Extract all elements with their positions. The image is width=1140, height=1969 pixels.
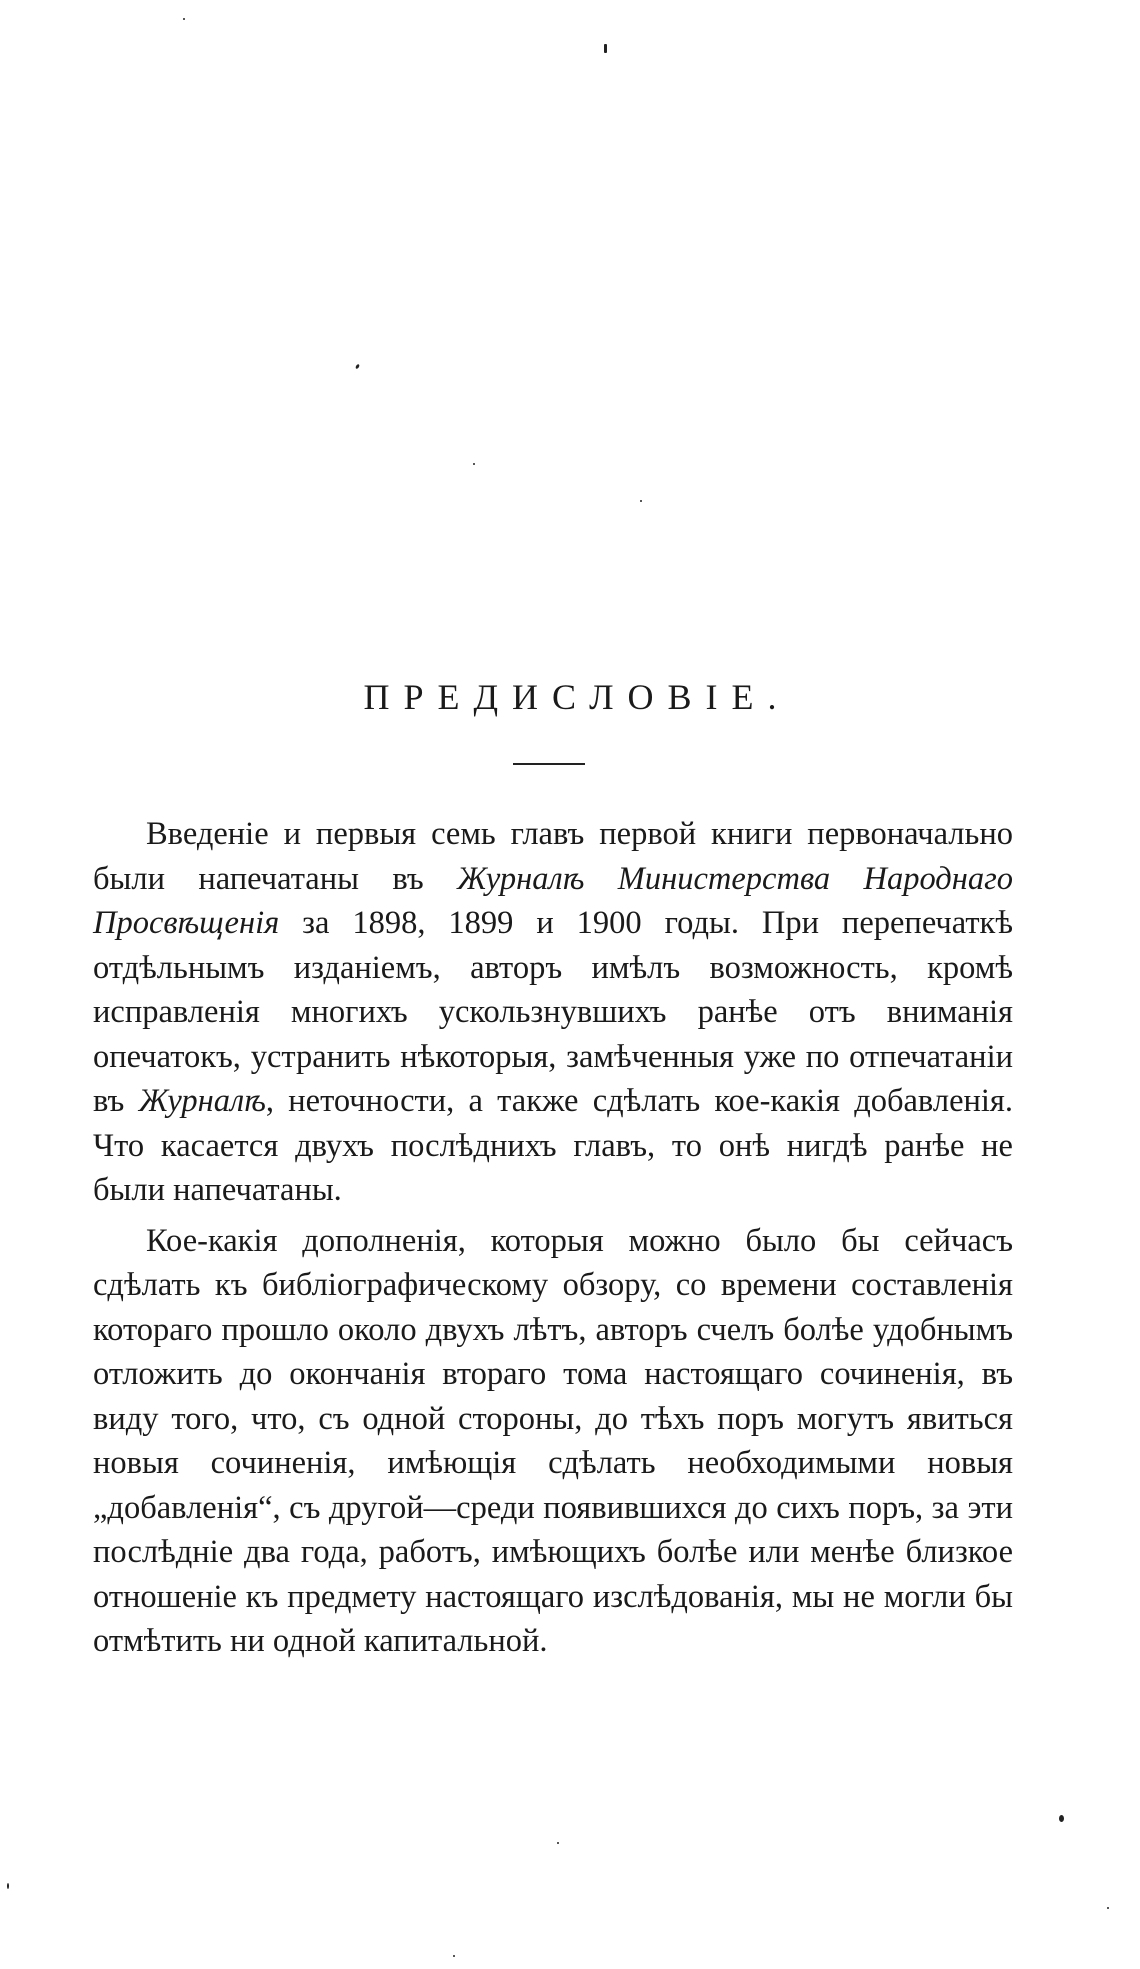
scan-speck [1059,1815,1064,1822]
paragraph-1 [93,812,1013,1213]
scan-speck [453,1955,455,1957]
scan-speck [640,500,642,502]
paragraph-1-segment: Введеніе и первыя семь главъ первой книги первоначально были напечатаны въ [93,816,1013,897]
page-title: ПРЕДИСЛОВІЕ. [363,677,791,718]
journal-name-italic: Журналѣ [138,1083,266,1119]
paragraph-1-segment: за 1898, 1899 и 1900 годы. При перепечаткѣ отдѣльнымъ изданіемъ, авторъ имѣлъ возможность, кромѣ исправленія многихъ ускользнувшихъ ранѣе отъ вниманія опечатокъ, устранить нѣкоторыя, замѣченныя уже по отпечатаніи въ [93,905,1013,1119]
paragraph-2-segment: Кое-какія дополненія, которыя можно было бы сейчасъ сдѣлать къ библіографическому обзору, со времени составленія котораго прошло около двухъ лѣтъ, авторъ счелъ болѣе удобнымъ отложить до окончанія втораго тома настоящаго сочиненія, въ виду того, что, съ одной стороны, до тѣхъ поръ могутъ явиться новыя сочиненія, имѣющія сдѣлать необходимыми новыя „добавленія“, съ другой—среди появившихся до сихъ поръ, за эти послѣдніе два года, работъ, имѣющихъ болѣе или менѣе близкое отношеніе къ предмету настоящаго изслѣдованія, мы не могли бы отмѣтить ни одной капитальной. [93,1222,1013,1659]
journal-title-italic: Журналѣ Министерства Народнаго Просвѣщенія [93,860,1014,941]
paragraph-2 [93,1219,1013,1664]
scan-speck [355,364,360,370]
scan-speck [7,1883,9,1889]
preface-body [93,812,1013,1664]
scan-speck [604,44,607,53]
scan-speck [183,18,185,20]
scan-speck [1107,1907,1109,1909]
paragraph-1-segment: , неточности, а также сдѣлать кое-какія добавленія. Что касается двухъ послѣднихъ главъ, то онѣ нигдѣ ранѣе не были напечатаны. [93,1083,1013,1208]
scan-speck [557,1842,559,1844]
scan-speck [473,463,475,465]
title-divider [513,763,585,765]
